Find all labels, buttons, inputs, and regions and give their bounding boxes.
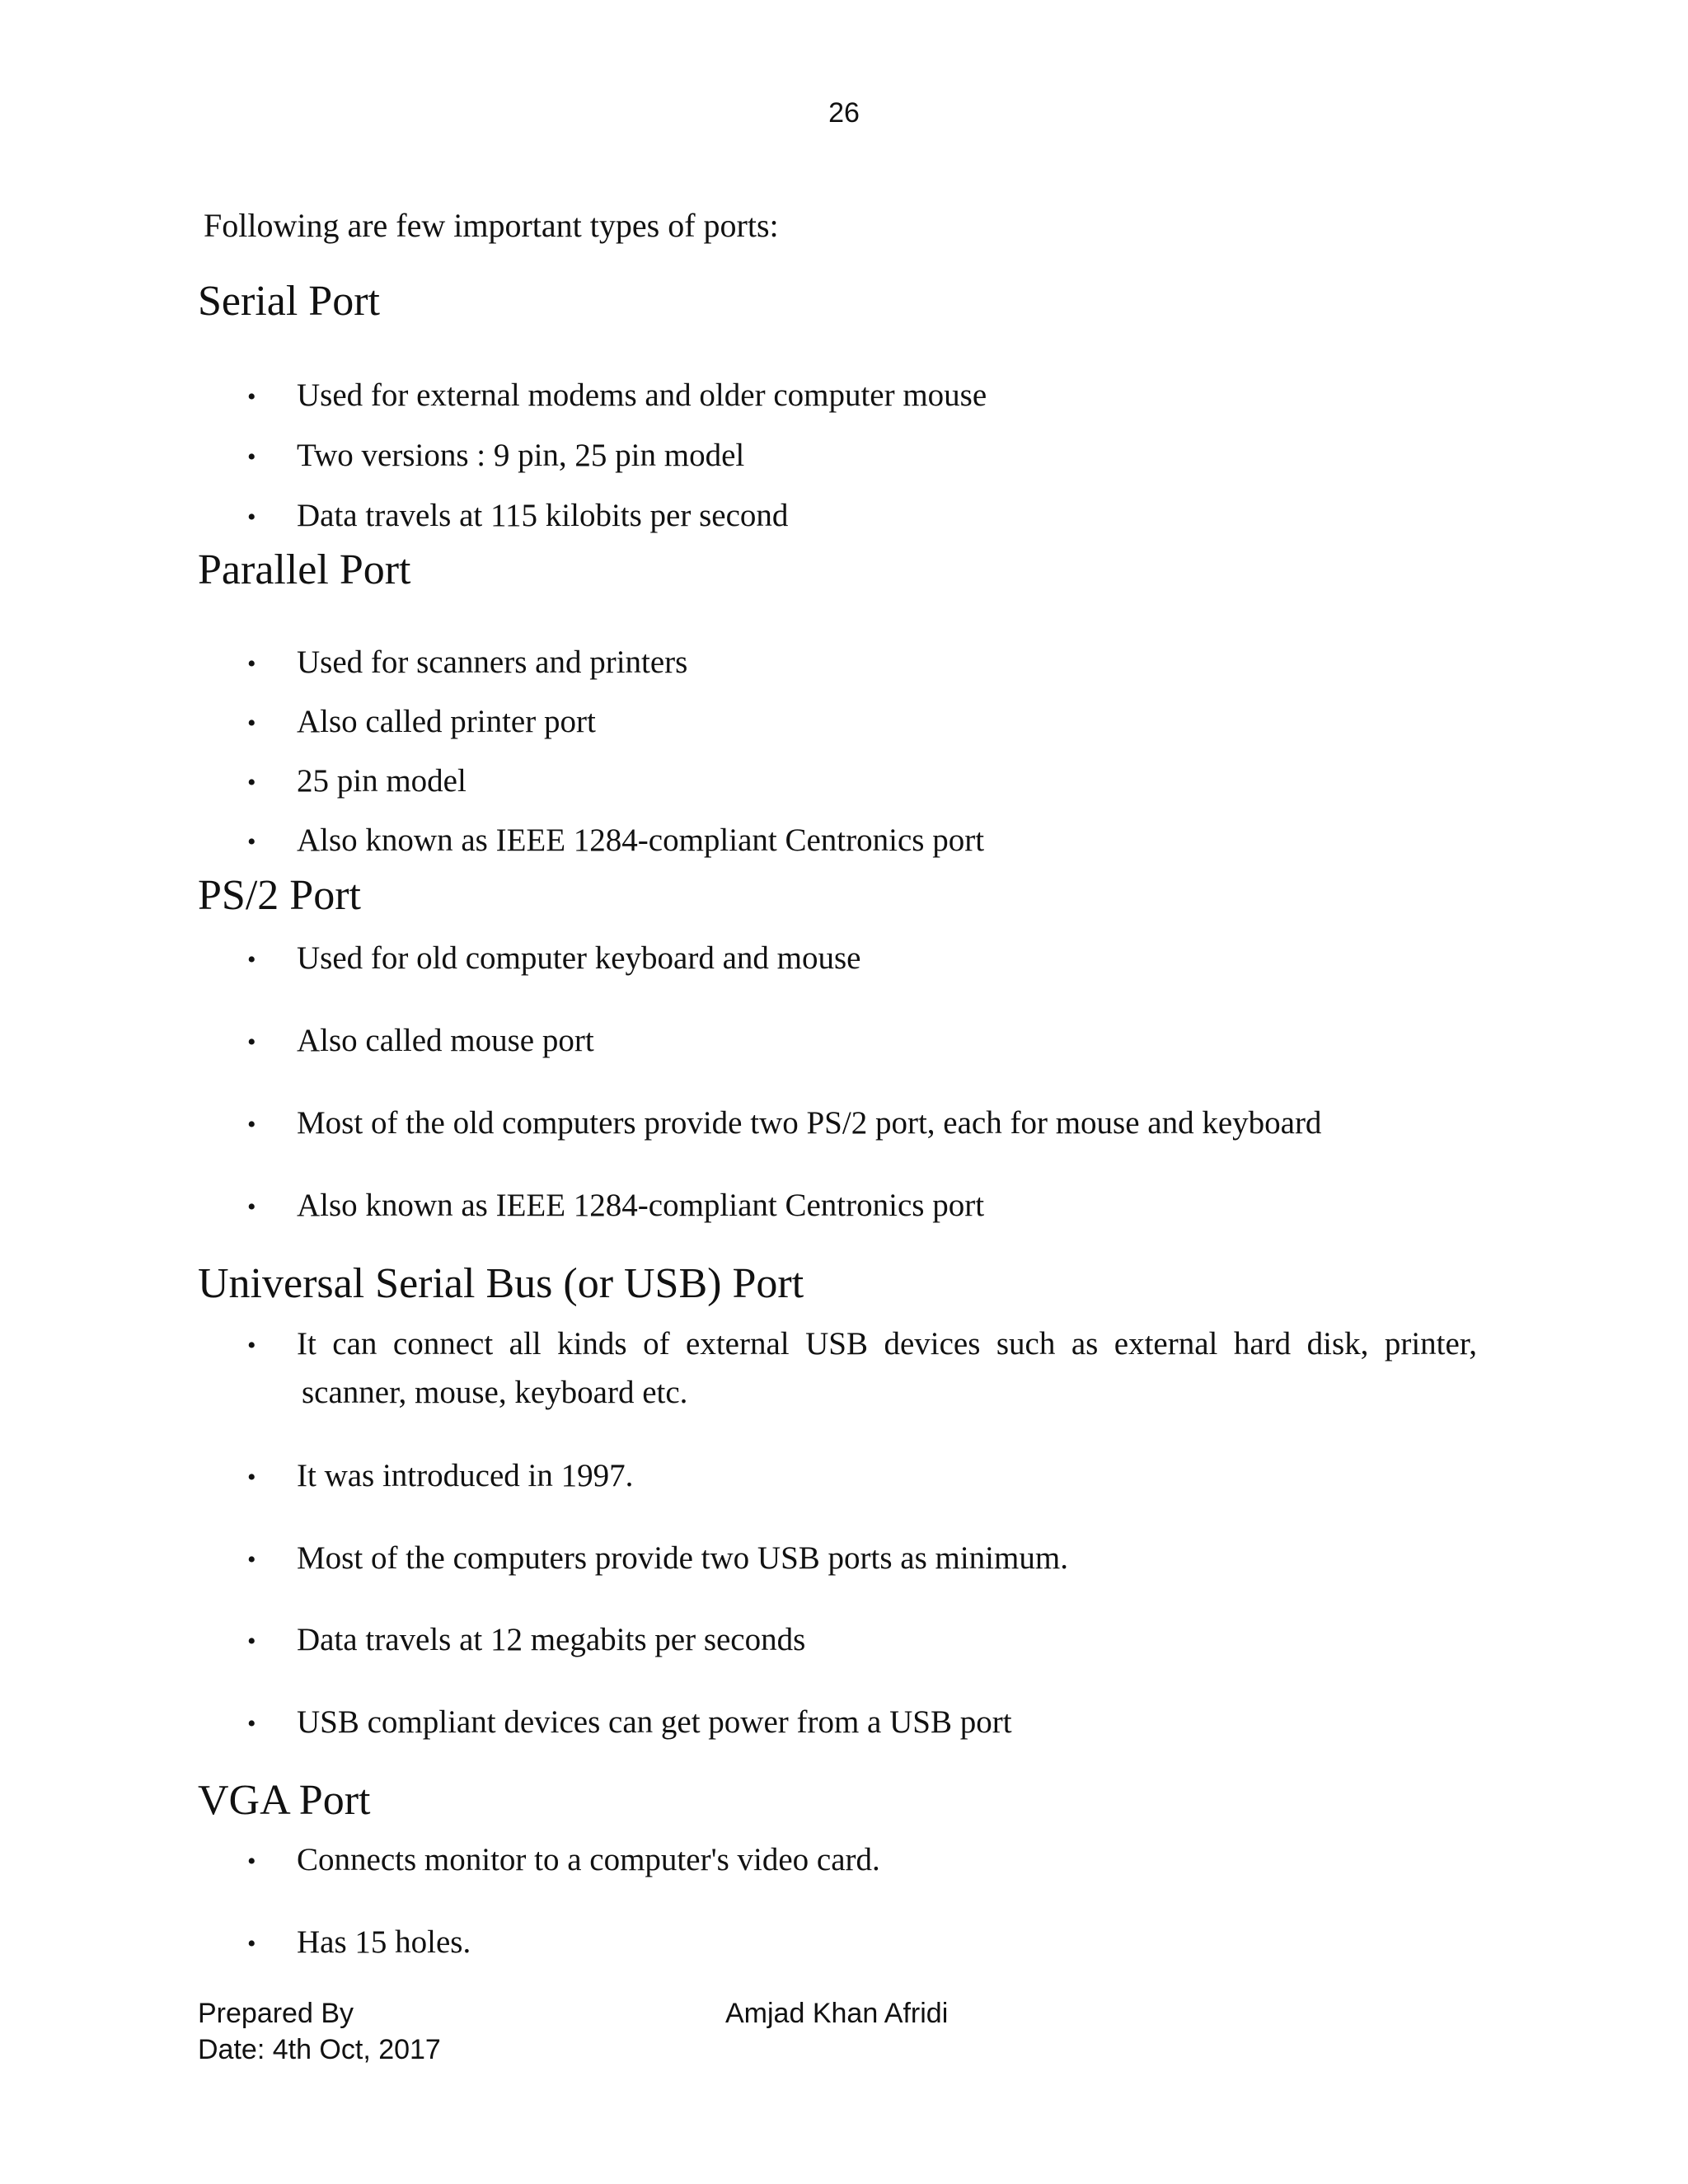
list-item: Also known as IEEE 1284-compliant Centronics port [297,823,985,858]
list-item: Connects monitor to a computer's video card. [297,1842,880,1877]
footer-author: Amjad Khan Afridi [725,1998,949,2029]
bullet-icon: • [247,1546,256,1573]
section-heading-vga-port: VGA Port [198,1777,371,1824]
footer-prepared-by: Prepared By [198,1998,354,2029]
bullet-icon: • [247,1193,256,1221]
bullet-icon: • [247,946,256,973]
bullet-icon: • [247,650,256,677]
list-item: Data travels at 12 megabits per seconds [297,1622,806,1657]
bullet-icon: • [247,1848,256,1875]
bullet-icon: • [247,828,256,855]
list-item: 25 pin model [297,763,467,799]
list-item: Also known as IEEE 1284-compliant Centronics port [297,1188,985,1223]
bullet-icon: • [247,1111,256,1138]
bullet-icon: • [247,1930,256,1957]
section-heading-parallel-port: Parallel Port [198,546,411,593]
bullet-icon: • [247,504,256,531]
section-heading-ps2-port: PS/2 Port [198,872,361,919]
page-number: 26 [828,97,860,129]
list-item: Two versions : 9 pin, 25 pin model [297,438,745,473]
bullet-icon: • [247,1464,256,1491]
list-item: USB compliant devices can get power from a USB port [297,1704,1012,1740]
bullet-icon: • [247,710,256,737]
list-item: Used for external modems and older computer mouse [297,377,987,413]
bullet-icon: • [247,1710,256,1737]
list-item: Also called mouse port [297,1023,594,1058]
bullet-icon: • [247,769,256,796]
list-item: It was introduced in 1997. [297,1458,634,1493]
list-item: Most of the computers provide two USB ports as minimum. [297,1540,1068,1576]
list-item: Has 15 holes. [297,1924,471,1960]
list-item-continuation: scanner, mouse, keyboard etc. [302,1375,688,1410]
list-item: Used for old computer keyboard and mouse [297,940,861,976]
list-item: Used for scanners and printers [297,644,688,680]
list-item: Data travels at 115 kilobits per second [297,498,789,533]
section-heading-serial-port: Serial Port [198,278,380,325]
list-item: It can connect all kinds of external USB devices such as external hard disk, printer, [297,1326,1477,1361]
list-item: Also called printer port [297,704,596,739]
bullet-icon: • [247,1029,256,1056]
bullet-icon: • [247,443,256,471]
section-heading-usb-port: Universal Serial Bus (or USB) Port [198,1260,804,1307]
footer-date: Date: 4th Oct, 2017 [198,2034,441,2065]
intro-text: Following are few important types of ports: [204,207,779,244]
bullet-icon: • [247,1332,256,1359]
list-item: Most of the old computers provide two PS/2 port, each for mouse and keyboard [297,1105,1322,1141]
bullet-icon: • [247,1628,256,1655]
bullet-icon: • [247,383,256,410]
